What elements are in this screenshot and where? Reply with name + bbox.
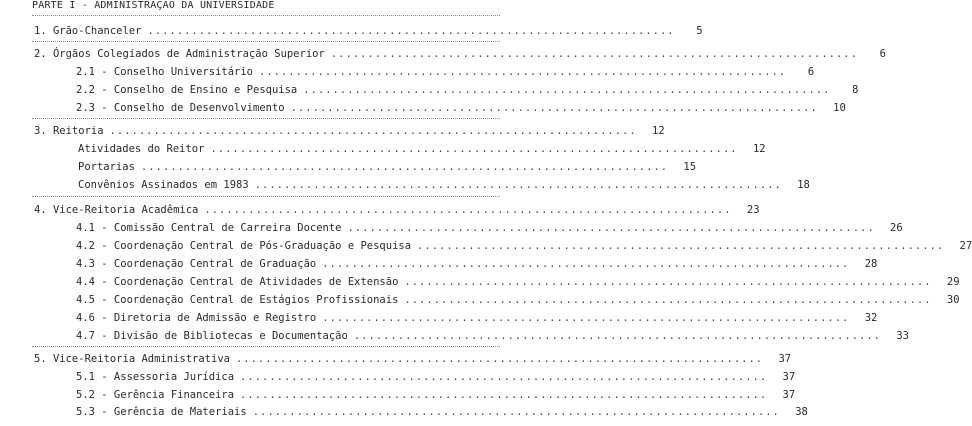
- toc-entry[interactable]: 5. Vice-Reitoria Administrativa ........................................................................ 37: [34, 353, 792, 365]
- toc-entry[interactable]: 5.3 - Gerência de Materiais ........................................................................ 38: [76, 406, 808, 418]
- toc-entry[interactable]: 5.1 - Assessoria Jurídica ........................................................................ 37: [76, 371, 796, 383]
- toc-entry[interactable]: Convênios Assinados em 1983 ........................................................................ 18: [78, 179, 810, 191]
- toc-entry[interactable]: Portarias ........................................................................ 15: [78, 161, 697, 173]
- separator: [32, 196, 500, 197]
- toc-entry[interactable]: 4.5 - Coordenação Central de Estágios Profissionais ........................................................................ 30: [76, 294, 960, 306]
- part-title: PARTE I - ADMINISTRAÇÃO DA UNIVERSIDADE: [32, 0, 275, 11]
- toc-entry[interactable]: 3. Reitoria ........................................................................ 12: [34, 125, 665, 137]
- toc-entry[interactable]: 4.6 - Diretoria de Admissão e Registro ........................................................................ 32: [76, 312, 878, 324]
- toc-entry[interactable]: 4.7 - Divisão de Bibliotecas e Documentação ........................................................................ 33: [76, 330, 909, 342]
- toc-entry[interactable]: 2. Órgãos Colegiados de Administração Superior ........................................................................ 6: [34, 48, 886, 60]
- toc-entry[interactable]: 1. Grão-Chanceler ........................................................................ 5: [34, 25, 703, 37]
- separator: [32, 41, 500, 42]
- toc-entry[interactable]: 4. Vice-Reitoria Acadêmica ........................................................................ 23: [34, 204, 760, 216]
- toc-entry[interactable]: 2.1 - Conselho Universitário ........................................................................ 6: [76, 66, 815, 78]
- toc-entry[interactable]: 4.4 - Coordenação Central de Atividades de Extensão ........................................................................ 29: [76, 276, 960, 288]
- toc-entry[interactable]: 2.2 - Conselho de Ensino e Pesquisa ........................................................................ 8: [76, 84, 859, 96]
- toc-entry[interactable]: 2.3 - Conselho de Desenvolvimento ........................................................................ 10: [76, 102, 846, 114]
- toc-entry[interactable]: 4.3 - Coordenação Central de Graduação ........................................................................ 28: [76, 258, 878, 270]
- toc-entry[interactable]: 5.2 - Gerência Financeira ........................................................................ 37: [76, 389, 796, 401]
- separator: [32, 118, 500, 119]
- toc-entry[interactable]: Atividades do Reitor ........................................................................ 12: [78, 143, 766, 155]
- toc-entry[interactable]: 4.1 - Comissão Central de Carreira Docente ........................................................................ 26: [76, 222, 903, 234]
- separator: [32, 15, 500, 16]
- separator: [32, 346, 500, 347]
- toc-entry[interactable]: 4.2 - Coordenação Central de Pós-Graduação e Pesquisa ........................................................................ 27: [76, 240, 972, 252]
